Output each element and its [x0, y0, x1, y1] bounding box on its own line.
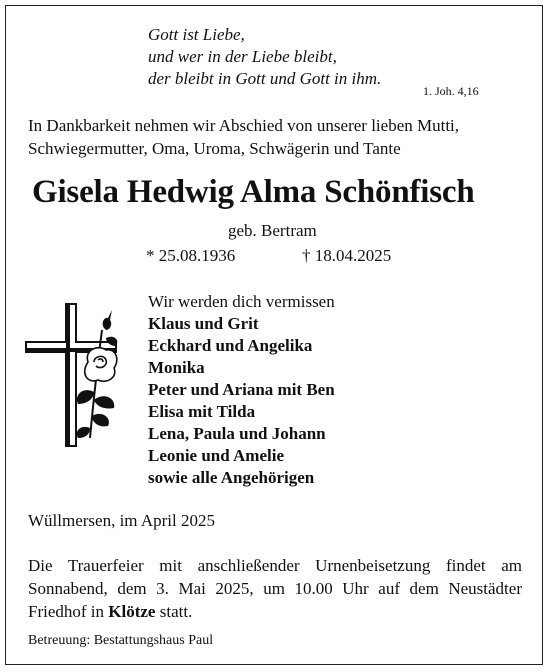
funeral-place: Klötze	[108, 602, 156, 621]
mourner-2: Eckhard und Angelika	[148, 336, 313, 355]
funeral-line-3-end: statt.	[155, 602, 193, 621]
verse-line-1: Gott ist Liebe,	[148, 25, 245, 44]
obituary-notice	[5, 5, 543, 665]
place-date: Wüllmersen, im April 2025	[28, 511, 215, 530]
mourner-5: Elisa mit Tilda	[148, 402, 256, 421]
cross-with-rose-icon	[18, 300, 130, 450]
mourner-8: sowie alle Angehörigen	[148, 468, 315, 487]
death-date: † 18.04.2025	[302, 246, 392, 265]
funeral-line-1: Die Trauerfeier mit anschließender Urnenbeisetzung findet am	[28, 556, 522, 575]
mourner-6: Lena, Paula und Johann	[148, 424, 326, 443]
funeral-line-2: Sonnabend, dem 3. Mai 2025, um 10.00 Uhr auf dem Neustädter	[28, 579, 522, 598]
verse-line-3: der bleibt in Gott und Gott in ihm.	[148, 69, 382, 88]
verse-line-2: und wer in der Liebe bleibt,	[148, 47, 337, 66]
deceased-name: Gisela Hedwig Alma Schönfisch	[32, 174, 475, 210]
mourner-4: Peter und Ariana mit Ben	[148, 380, 335, 399]
funeral-line-3-start: Friedhof in	[28, 602, 109, 621]
undertaker: Betreuung: Bestattungshaus Paul	[28, 633, 214, 648]
intro-line-2: Schwiegermutter, Oma, Uroma, Schwägerin und Tante	[28, 139, 401, 158]
intro-line-1: In Dankbarkeit nehmen wir Abschied von unserer lieben Mutti,	[28, 116, 460, 135]
funeral-line-3	[28, 600, 192, 624]
birth-date: * 25.08.1936	[146, 246, 236, 265]
birth-name: geb. Bertram	[228, 221, 317, 240]
mourner-3: Monika	[148, 358, 205, 377]
mourners-opening: Wir werden dich vermissen	[148, 292, 335, 311]
mourner-1: Klaus und Grit	[148, 314, 259, 333]
mourner-7: Leonie und Amelie	[148, 446, 285, 465]
verse-reference: 1. Joh. 4,16	[423, 84, 479, 98]
